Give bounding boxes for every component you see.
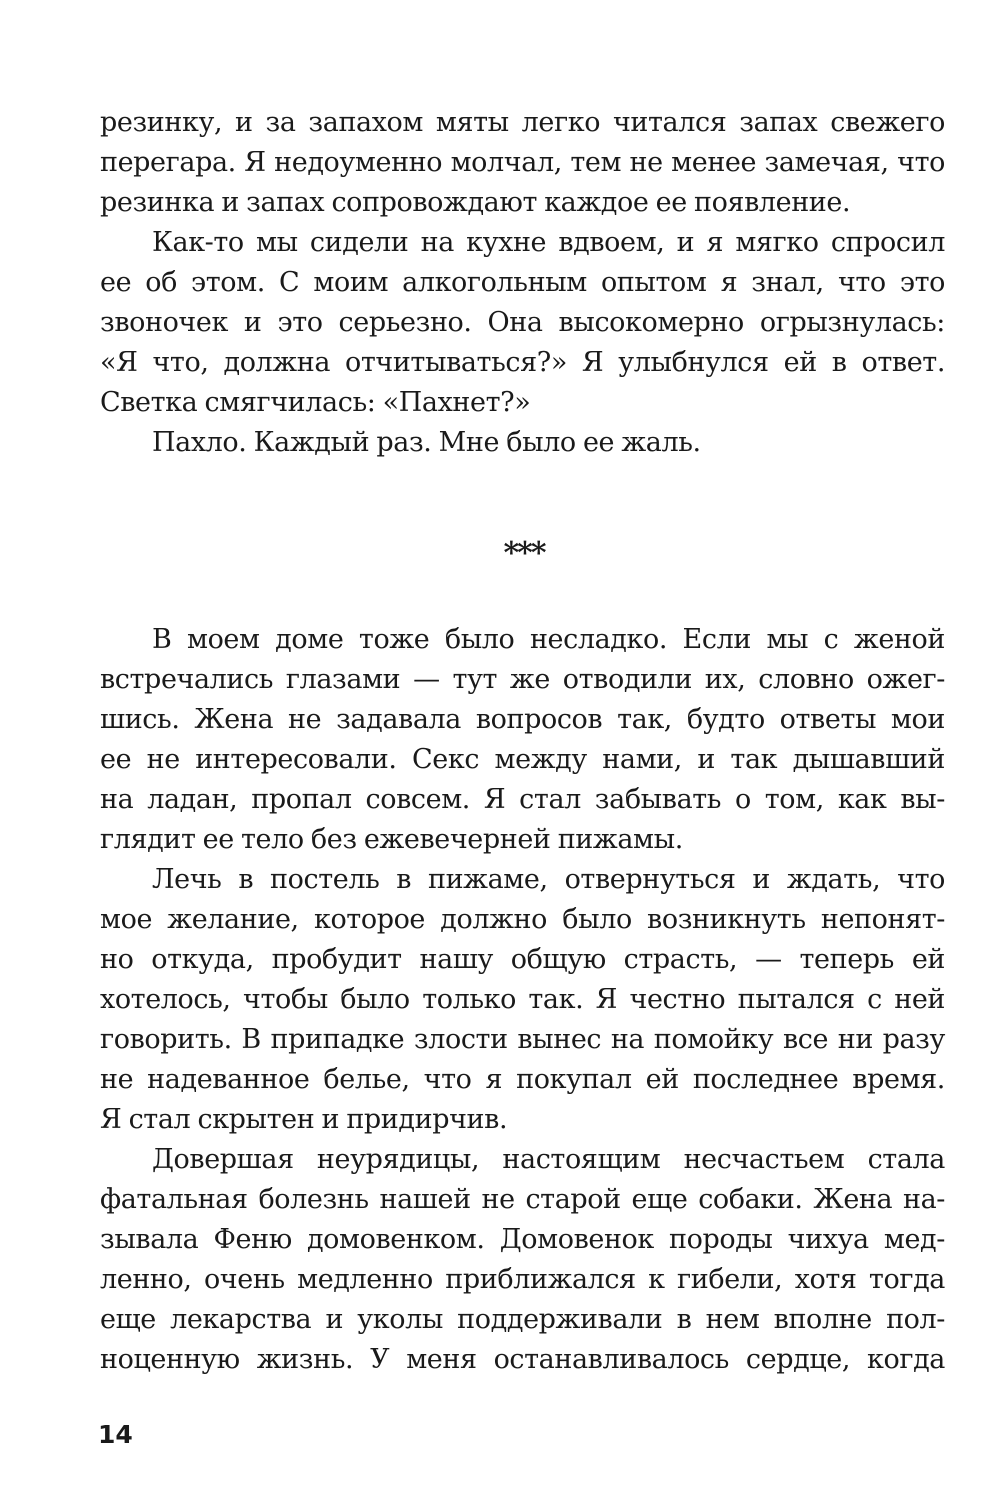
paragraph — [100, 860, 945, 1140]
paragraph — [100, 223, 945, 423]
section-separator: *** — [503, 536, 545, 571]
text-line: встречались глазами — тут же отводили их, словно ожег- — [100, 664, 945, 695]
text-line: Светка смягчилась: «Пахнет?» — [100, 387, 531, 418]
text-line: Я стал скрытен и придирчив. — [100, 1104, 508, 1135]
paragraph — [100, 620, 945, 860]
section-1 — [100, 103, 945, 463]
text-line: В моем доме тоже было несладко. Если мы с женой — [152, 624, 945, 655]
paragraph — [100, 1140, 945, 1380]
text-line: мое желание, которое должно было возникнуть непонят- — [100, 904, 945, 935]
text-line: но откуда, пробудит нашу общую страсть, — теперь ей — [100, 944, 945, 975]
text-line: перегара. Я недоуменно молчал, тем не менее замечая, что — [100, 147, 945, 178]
text-line: ее не интересовали. Секс между нами, и так дышавший — [100, 744, 945, 775]
text-line: хотелось, чтобы было только так. Я честно пытался с ней — [100, 984, 945, 1015]
text-line: на ладан, пропал совсем. Я стал забывать о том, как вы- — [100, 784, 945, 815]
text-line: глядит ее тело без ежевечерней пижамы. — [100, 824, 683, 855]
text-line: не надеванное белье, что я покупал ей последнее время. — [100, 1064, 945, 1095]
text-line: ее об этом. С моим алкогольным опытом я знал, что это — [100, 267, 945, 298]
text-line: говорить. В припадке злости вынес на помойку все ни разу — [100, 1024, 945, 1055]
paragraph — [100, 103, 945, 223]
text-line: фатальная болезнь нашей не старой еще собаки. Жена на- — [100, 1184, 945, 1215]
text-line: шись. Жена не задавала вопросов так, будто ответы мои — [100, 704, 945, 735]
text-line: Довершая неурядицы, настоящим несчастьем стала — [152, 1144, 945, 1175]
text-line: резинка и запах сопровождают каждое ее появление. — [100, 187, 851, 218]
text-line: Лечь в постель в пижаме, отвернуться и ждать, что — [152, 864, 945, 895]
text-line: зывала Феню домовенком. Домовенок породы чихуа мед- — [100, 1224, 945, 1255]
text-line: «Я что, должна отчитываться?» Я улыбнулся ей в ответ. — [100, 347, 945, 378]
text-line: звоночек и это серьезно. Она высокомерно огрызнулась: — [100, 307, 945, 338]
text-line: Как-то мы сидели на кухне вдвоем, и я мягко спросил — [152, 227, 945, 258]
section-2 — [100, 620, 945, 1380]
text-line: ленно, очень медленно приближался к гибели, хотя тогда — [100, 1264, 945, 1295]
page-number: 14 — [98, 1420, 133, 1449]
text-line: еще лекарства и уколы поддерживали в нем вполне пол- — [100, 1304, 945, 1335]
text-line: ноценную жизнь. У меня останавливалось сердце, когда — [100, 1344, 945, 1375]
text-line: Пахло. Каждый раз. Мне было ее жаль. — [152, 427, 701, 458]
paragraph — [100, 423, 945, 463]
text-line: резинку, и за запахом мяты легко читался запах свежего — [100, 107, 945, 138]
